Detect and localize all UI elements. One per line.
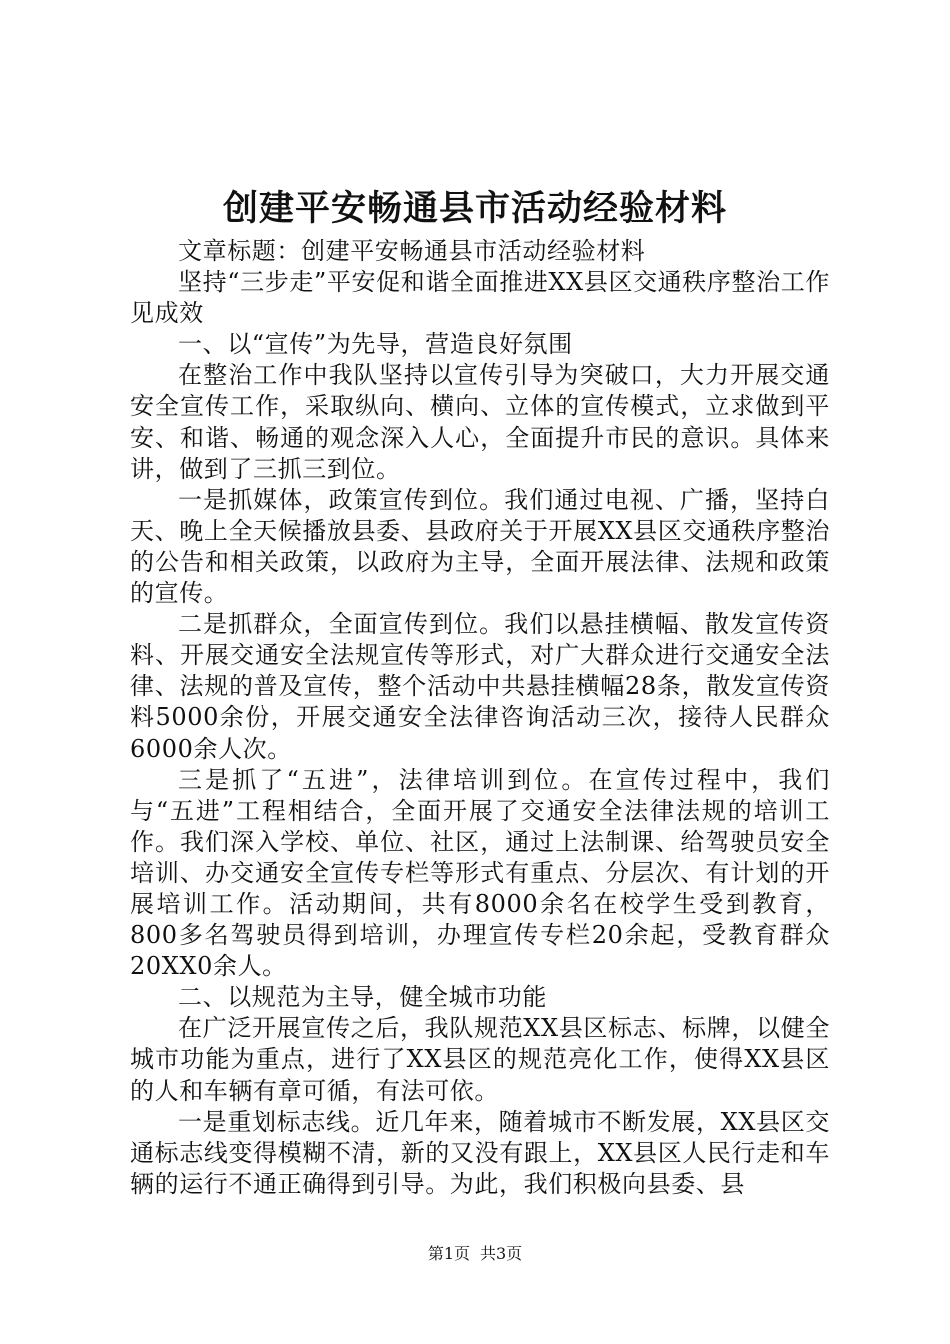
page-number: 第1页 [427,1244,470,1263]
body-paragraph: 三是抓了“五进”，法律培训到位。在宣传过程中，我们与“五进”工程相结合，全面开展了交通安全法律法规的培训工作。我们深入学校、单位、社区，通过上法制课、给驾驶员安全培训、办交通安全宣传专栏等形式有重点、分层次、有计划的开展培训工作。活动期间，共有8000余名在校学生受到教育，800多名驾驶员得到培训，办理宣传专栏20余起，受教育群众20XX0余人。 [130,765,830,981]
page-footer [0,1242,950,1266]
document-body [130,236,830,1200]
body-paragraph: 在广泛开展宣传之后，我队规范XX县区标志、标牌，以健全城市功能为重点，进行了XX县区的规范亮化工作，使得XX县区的人和车辆有章可循，有法可依。 [130,1014,830,1105]
body-paragraph: 二是抓群众，全面宣传到位。我们以悬挂横幅、散发宣传资料、开展交通安全法规宣传等形式，对广大群众进行交通安全法律、法规的普及宣传，整个活动中共悬挂横幅28条，散发宣传资料5000余份，开展交通安全法律咨询活动三次，接待人民群众6000余人次。 [130,610,830,763]
article-title-line: 文章标题：创建平安畅通县市活动经验材料 [178,237,646,265]
body-paragraph: 一是抓媒体，政策宣传到位。我们通过电视、广播，坚持白天、晚上全天候播放县委、县政府关于开展XX县区交通秩序整治的公告和相关政策，以政府为主导，全面开展法律、法规和政策的宣传。 [130,485,830,608]
section-heading-1: 一、以“宣传”为先导，营造良好氛围 [178,330,573,359]
body-paragraph: 一是重划标志线。近几年来，随着城市不断发展，XX县区交通标志线变得模糊不清，新的又没有跟上，XX县区人民行走和车辆的运行不通正确得到引导。为此，我们积极向县委、县 [130,1107,830,1198]
subtitle-paragraph: 坚持“三步走”平安促和谐全面推进XX县区交通秩序整治工作见成效 [130,268,830,328]
page-total: 共3页 [480,1244,523,1263]
section-heading-2: 二、以规范为主导，健全城市功能 [178,983,547,1012]
document-title: 创建平安畅通县市活动经验材料 [222,188,727,229]
body-paragraph: 在整治工作中我队坚持以宣传引导为突破口，大力开展交通安全宣传工作，采取纵向、横向、立体的宣传模式，立求做到平安、和谐、畅通的观念深入人心，全面提升市民的意识。具体来讲，做到了三抓三到位。 [130,361,830,483]
